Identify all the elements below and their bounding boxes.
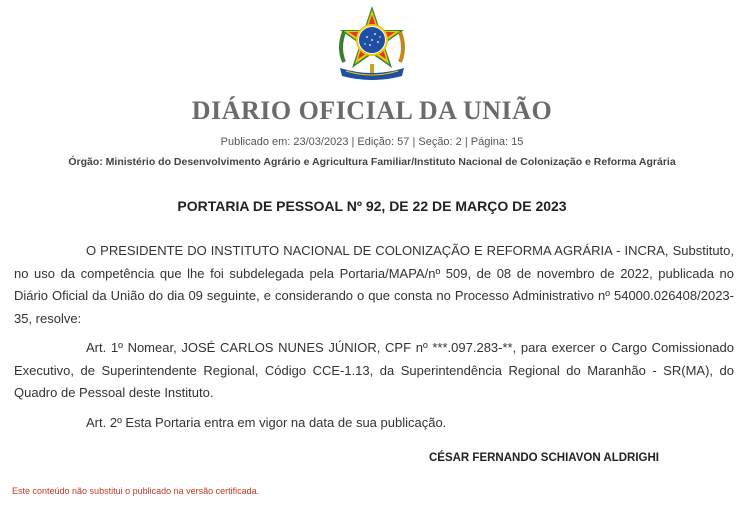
orgao-value: Ministério do Desenvolvimento Agrário e Agricultura Familiar/Instituto Nacional de Colonização e Reforma Agrária [105,156,676,168]
orgao-line [0,156,744,168]
orgao-label: Órgão: [68,156,103,168]
paragraph-article-2: Art. 2º Esta Portaria entra em vigor na data de sua publicação. [86,414,447,430]
brazil-coat-of-arms-icon [332,4,412,84]
paragraph-article-1: Art. 1º Nomear, JOSÉ CARLOS NUNES JÚNIOR, CPF nº ***.097.283-**, para exercer o Cargo Comissionado Executivo, de Superintendente Regional, Código CCE-1.13, da Superintendência Regional do Maranhão - SR(MA), do Quadro de Pessoal deste Instituto. [14,340,734,400]
publication-meta: Publicado em: 23/03/2023 | Edição: 57 | Seção: 2 | Página: 15 [220,136,524,148]
publication-title: DIÁRIO OFICIAL DA UNIÃO [191,96,553,125]
signature: CÉSAR FERNANDO SCHIAVON ALDRIGHI [428,452,659,464]
paragraph-preamble: O PRESIDENTE DO INSTITUTO NACIONAL DE COLONIZAÇÃO E REFORMA AGRÁRIA - INCRA, Substituto, no uso da competência que lhe foi subdelegada pela Portaria/MAPA/nº 509, de 08 de novembro de 2022, publicada no Diário Oficial da União do dia 09 seguinte, e considerando o que consta no Processo Administrativo nº 54000.026408/2023-35, resolve: [14,243,734,326]
disclaimer: Este conteúdo não substitui o publicado na versão certificada. [12,486,260,496]
document-title: PORTARIA DE PESSOAL Nº 92, DE 22 DE MARÇO DE 2023 [177,198,567,214]
document-body [14,240,734,441]
